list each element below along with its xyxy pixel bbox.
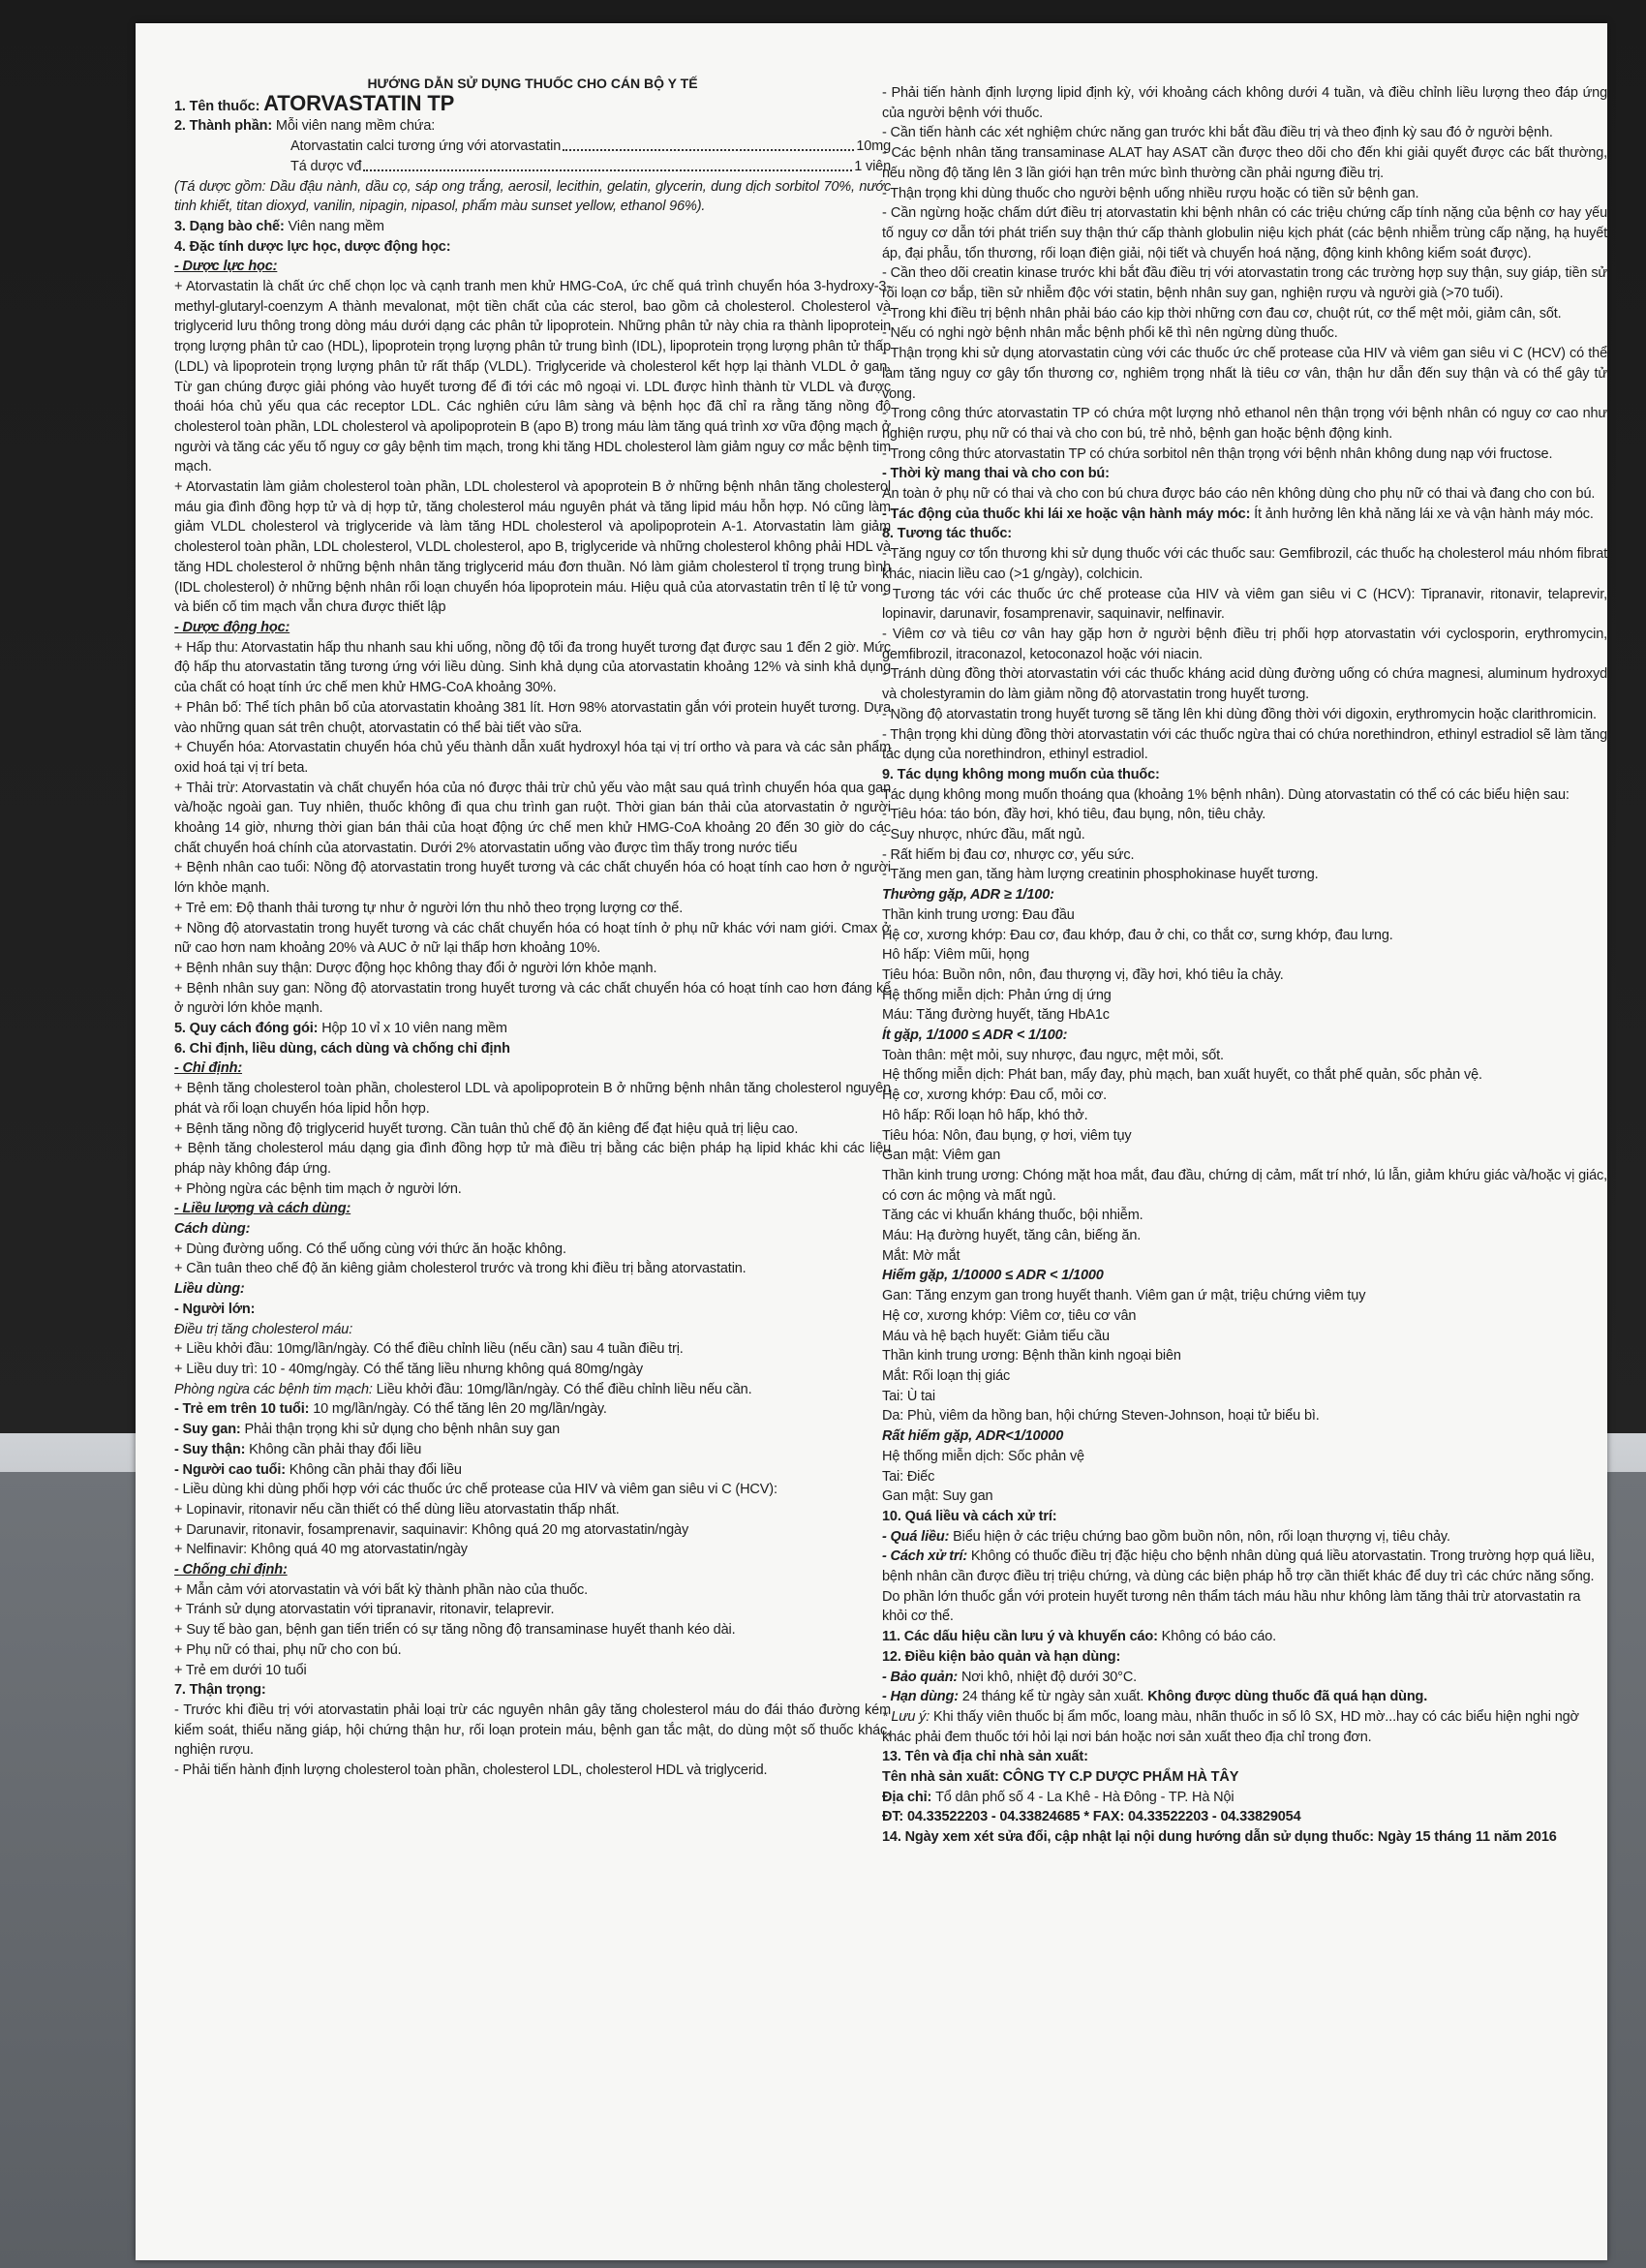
subsection-label: - Cách xử trí: xyxy=(882,1548,971,1565)
left-line: + Trẻ em dưới 10 tuổi xyxy=(174,1662,307,1678)
left-line: + Liều khởi đầu: 10mg/lần/ngày. Có thể điều chỉnh liều (nếu cần) sau 4 tuần điều trị. xyxy=(174,1341,684,1358)
left-column xyxy=(174,74,891,1781)
heading-value: Không cần phải thay đổi liều xyxy=(249,1441,422,1457)
right-line: Mắt: Mờ mắt xyxy=(882,1247,960,1264)
right-line: Ít gặp, 1/1000 ≤ ADR < 1/100: xyxy=(882,1027,1068,1044)
heading-value: Mỗi viên nang mềm chứa: xyxy=(275,118,436,135)
right-line: Tăng các vi khuẩn kháng thuốc, bội nhiễm. xyxy=(882,1208,1143,1224)
right-line: 8. Tương tác thuốc: xyxy=(882,526,1012,542)
right-line: - Rất hiếm bị đau cơ, nhược cơ, yếu sức. xyxy=(882,846,1135,863)
left-line xyxy=(174,217,891,237)
subsection-label: - Quá liều: xyxy=(882,1528,954,1545)
subsection-text: 24 tháng kể từ ngày sản xuất. xyxy=(961,1689,1148,1705)
left-line: + Bệnh tăng cholesterol toàn phần, cholesterol LDL và apolipoprotein B ở những bệnh nhân tăng cholesterol nguyên phát và rối loạn chuyển hóa lipid hỗn hợp. xyxy=(174,1081,891,1117)
right-line: - Trong khi điều trị bệnh nhân phải báo cáo kịp thời những cơn đau cơ, chuột rút, cơ thể mệt mỏi, giảm cân, sốt. xyxy=(882,305,1562,322)
heading-label: - Trẻ em trên 10 tuổi: xyxy=(174,1401,314,1418)
right-line: Tai: Ù tai xyxy=(882,1388,935,1404)
right-line xyxy=(882,505,1607,525)
heading-value: Ít ảnh hưởng lên khả năng lái xe và vận hành máy móc. xyxy=(1254,506,1594,522)
left-line: 7. Thận trọng: xyxy=(174,1682,266,1699)
left-line: + Tránh sử dụng atorvastatin với tipranavir, ritonavir, telaprevir. xyxy=(174,1602,555,1618)
heading-value: Không có báo cáo. xyxy=(1161,1629,1277,1645)
left-line: + Chuyển hóa: Atorvastatin chuyển hóa chủ yếu thành dẫn xuất hydroxyl hóa tại vị trí ortho và para và các sản phẩm oxid hoá tại vị trí beta. xyxy=(174,740,891,776)
heading-value: ATORVASTATIN TP xyxy=(263,90,455,115)
right-line: Tiêu hóa: Buồn nôn, nôn, đau thượng vị, đầy hơi, khó tiêu ỉa chảy. xyxy=(882,966,1284,983)
right-line: - Tăng men gan, tăng hàm lượng creatinin phosphokinase huyết tương. xyxy=(882,867,1319,883)
right-line: Hệ cơ, xương khớp: Đau cổ, mỏi cơ. xyxy=(882,1088,1108,1104)
right-line: Tên nhà sản xuất: CÔNG TY C.P DƯỢC PHẨM HÀ TÂY xyxy=(882,1769,1239,1786)
right-line: - Trong công thức atorvastatin TP có chứa sorbitol nên thận trọng với bệnh nhân không dung nạp với fructose. xyxy=(882,445,1553,462)
document-title: HƯỚNG DẪN SỬ DỤNG THUỐC CHO CÁN BỘ Y TẾ xyxy=(367,76,698,91)
heading-label: - Người cao tuổi: xyxy=(174,1461,290,1478)
right-line: - Nồng độ atorvastatin trong huyết tương sẽ tăng lên khi dùng đồng thời với digoxin, erythromycin hoặc clarithromicin. xyxy=(882,706,1597,722)
dot-leader xyxy=(363,157,852,171)
dot-leader xyxy=(563,137,854,151)
right-line: - Nếu có nghi ngờ bệnh nhân mắc bệnh phổi kẽ thì nên ngừng dùng thuốc. xyxy=(882,325,1338,342)
right-line: Máu và hệ bạch huyết: Giảm tiểu cầu xyxy=(882,1328,1110,1344)
right-line: 12. Điều kiện bảo quản và hạn dùng: xyxy=(882,1648,1121,1665)
left-line: + Hấp thu: Atorvastatin hấp thu nhanh sau khi uống, nồng độ tối đa trong huyết tương đạt được sau 1 đến 2 giờ. Mức độ hấp thu atorvastatin tăng tương ứng với liều dùng. Sinh khả dụng của atorvastatin khoảng 12% và sinh khả dụng của chất có hoạt tính ức chế men khử HMG-CoA khoảng 30%. xyxy=(174,639,891,696)
right-line: Mắt: Rối loạn thị giác xyxy=(882,1368,1011,1384)
right-line: Hệ thống miễn dịch: Sốc phản vệ xyxy=(882,1448,1084,1464)
right-line: Tác dụng không mong muốn thoáng qua (khoảng 1% bệnh nhân). Dùng atorvastatin có thể có các biểu hiện sau: xyxy=(882,786,1570,803)
left-line: + Thải trừ: Atorvastatin và chất chuyển hóa của nó được thải trừ chủ yếu vào mật sau quá trình chuyển hóa qua gan và/hoặc ngoài gan. Tuy nhiên, thuốc không đi qua chu trình gan ruột. Thời gian bán thải của atorvastatin ở người khoảng 14 giờ, nhưng thời gian bán thải của hoạt động ức chế men khử HMG-CoA khoảng 20 đến 30 giờ do các chất chuyển hoá chính của atorvastatin. Dưới 2% atorvastatin uống vào được tìm thấy trong nước tiểu xyxy=(174,780,891,856)
right-line: - Thận trọng khi dùng đồng thời atorvastatin với các thuốc ngừa thai có chứa norethindron, ethinyl estradiol sẽ làm tăng tác dụng của norethindron, ethinyl estradiol. xyxy=(882,726,1607,763)
left-line: Điều trị tăng cholesterol máu: xyxy=(174,1321,353,1337)
left-line: + Bệnh tăng cholesterol máu dạng gia đình đồng hợp tử mà điều trị bằng các biện pháp hạ lipid khác khi các liệu pháp này không đáp ứng. xyxy=(174,1141,891,1177)
document-page xyxy=(136,23,1607,2260)
left-line: + Suy tế bào gan, bệnh gan tiến triển có sự tăng nồng độ transaminase huyết thanh kéo dài. xyxy=(174,1622,736,1639)
left-line: Cách dùng: xyxy=(174,1221,251,1238)
left-line: + Atorvastatin làm giảm cholesterol toàn phần, LDL cholesterol và apoprotein B ở những bệnh nhân tăng cholesterol máu gia đình đồng hợp tử và dị hợp tử, tăng cholesterol máu nguyên phát và tăng lipid máu hỗn hợp. Nó cũng làm giảm VLDL cholesterol và triglyceride và làm tăng HDL cholesterol và apolipoprotein A-1. Atorvastatin làm giảm cholesterol toàn phần, LDL cholesterol, VLDL cholesterol, apo B, triglyceride và những cholesterol không phải HDL và tăng HDL cholesterol ở những bệnh nhân tăng triglycerid máu đơn thuần. Nó làm giảm cholesterol tỉ trọng trung bình (IDL cholesterol) ở những bệnh nhân rối loạn chuyển hóa lipoprotein máu. Hiệu quả của atorvastatin trên tỉ lệ tử vong và biến cố tim mạch vẫn chưa được thiết lập xyxy=(174,479,891,616)
subsection-label: - Hạn dùng: xyxy=(882,1689,962,1705)
left-line: - Dược lực học: xyxy=(174,259,278,275)
right-line: 13. Tên và địa chỉ nhà sản xuất: xyxy=(882,1749,1088,1765)
right-line: Thần kinh trung ương: Chóng mặt hoa mắt, đau đầu, chứng dị cảm, mất trí nhớ, lú lẫn, giảm khứu giác và/hoặc vị giác, có cơn ác mộng và mất ngủ. xyxy=(882,1167,1607,1204)
ingredient-name: Atorvastatin calci tương ứng với atorvastatin xyxy=(290,138,562,155)
left-line: - Liều dùng khi dùng phối hợp với các thuốc ức chế protease của HIV và viêm gan siêu vi C (HCV): xyxy=(174,1482,777,1498)
left-line: + Bệnh nhân suy thận: Dược động học không thay đổi ở người lớn khỏe mạnh. xyxy=(174,960,657,976)
left-line: - Dược động học: xyxy=(174,619,290,635)
right-line: 14. Ngày xem xét sửa đổi, cập nhật lại nội dung hướng dẫn sử dụng thuốc: Ngày 15 tháng 11 năm 2016 xyxy=(882,1829,1557,1846)
left-line: 6. Chỉ định, liều dùng, cách dùng và chống chỉ định xyxy=(174,1040,510,1057)
right-line: - Viêm cơ và tiêu cơ vân hay gặp hơn ở người bệnh điều trị phối hợp atorvastatin với cyclosporin, erythromycin, gemfibrozil, itraconazol, ketoconazol hoặc với niacin. xyxy=(882,626,1607,662)
right-line: - Cần ngừng hoặc chấm dứt điều trị atorvastatin khi bệnh nhân có các triệu chứng cấp tính nặng của bệnh cơ hay yếu tố nguy cơ dẫn tới phát triển suy thận thứ cấp thành globulin niệu kịch phát (các bệnh nhiễm trùng cấp nặng, hạ huyết áp, đại phẫu, tổn thương, rối loạn điện giải, nội tiết và chuyển hoá nặng, động kinh không kiểm soát được). xyxy=(882,205,1607,261)
right-line: - Phải tiến hành định lượng lipid định kỳ, với khoảng cách không dưới 4 tuần, và điều chỉnh liều lượng theo đáp ứng của người bệnh với thuốc. xyxy=(882,85,1607,121)
left-line: + Phụ nữ có thai, phụ nữ cho con bú. xyxy=(174,1641,402,1658)
right-line: - Các bệnh nhân tăng transaminase ALAT hay ASAT cần được theo dõi cho đến khi giải quyết được các bất thường, nếu nồng độ tăng lên 3 lần giới hạn trên mức bình thường cần phải ngưng điều trị. xyxy=(882,145,1607,181)
heading-value: Tổ dân phố số 4 - La Khê - Hà Đông - TP. Hà Nội xyxy=(935,1789,1234,1805)
right-line: Thường gặp, ADR ≥ 1/100: xyxy=(882,887,1054,904)
right-line: Hô hấp: Viêm mũi, họng xyxy=(882,947,1029,964)
heading-label: - Suy thận: xyxy=(174,1441,250,1457)
left-line xyxy=(174,1440,891,1460)
left-line: - Người lớn: xyxy=(174,1301,256,1317)
left-line: + Phân bố: Thể tích phân bố của atorvastatin khoảng 381 lít. Hơn 98% atorvastatin gắn với protein huyết tương. Dựa vào những quan sát trên chuột, atorvastatin có thể bài tiết vào sữa. xyxy=(174,699,891,736)
right-line: - Tương tác với các thuốc ức chế protease của HIV và viêm gan siêu vi C (HCV): Tipranavir, ritonavir, telaprevir, lopinavir, darunavir, fosamprenavir, saquinavir, nelfinavir. xyxy=(882,586,1607,623)
right-line: Gan mật: Viêm gan xyxy=(882,1148,1001,1164)
heading-label: 5. Quy cách đóng gói: xyxy=(174,1021,322,1037)
right-line xyxy=(882,1547,1607,1627)
heading-label: 1. Tên thuốc: xyxy=(174,98,264,114)
right-line: Toàn thân: mệt mỏi, suy nhược, đau ngực, mệt mỏi, sốt. xyxy=(882,1047,1224,1063)
right-line: Hô hấp: Rối loạn hô hấp, khó thở. xyxy=(882,1107,1088,1123)
subsection-label: - Bảo quản: xyxy=(882,1669,961,1685)
left-line: + Atorvastatin là chất ức chế chọn lọc và cạnh tranh men khử HMG-CoA, ức chế quá trình chuyển hóa 3-hydroxy-3-methyl-glutaryl-coenzym A thành mevalonat, một tiền chất của các sterol, bao gồm cả cholesterol. Cholesterol và triglycerid lưu thông trong dòng máu dưới dạng các phân tử lipoprotein. Những phân tử này chia ra thành lipoprotein trọng lượng phân tử cao (HDL), lipoprotein trọng lượng phân tử trung bình (IDL), lipoprotein trọng lượng phân tử thấp (LDL) và lipoprotein trọng lượng phân tử rất thấp (VLDL). Triglyceride và cholesterol kết hợp lại thành VLDL ở gan. Từ gan chúng được giải phóng vào huyết tương để đi tới các mô ngoại vi. LDL được hình thành từ VLDL và được thoái hóa chủ yếu qua các receptor LDL. Các nghiên cứu lâm sàng và bệnh học đã chỉ ra rằng tăng nồng độ cholesterol toàn phần, LDL cholesterol và apolipoprotein B (apo B) trong máu làm tăng quá trình xơ vữa động mạch ở người và tăng các yếu tố nguy cơ gây bệnh tim mạch, trong khi tăng HDL cholesterol làm giảm nguy cơ mắc bệnh tim mạch. xyxy=(174,279,891,475)
left-line: + Trẻ em: Độ thanh thải tương tự như ở người lớn thu nhỏ theo trọng lượng cơ thể. xyxy=(174,900,684,916)
heading-value: Viên nang mềm xyxy=(288,218,384,234)
right-line: - Tăng nguy cơ tổn thương khi sử dụng thuốc với các thuốc sau: Gemfibrozil, các thuốc hạ cholesterol máu nhóm fibrat khác, niacin liều cao (>1 g/ngày), colchicin. xyxy=(882,546,1607,582)
right-line xyxy=(882,1788,1607,1808)
left-line xyxy=(174,90,891,117)
left-line: + Bệnh nhân cao tuổi: Nồng độ atorvastatin trong huyết tương và các chất chuyển hóa có hoạt tính cao hơn ở người lớn khỏe mạnh. xyxy=(174,860,891,897)
right-line: - Thận trọng khi dùng thuốc cho người bệnh uống nhiều rượu hoặc có tiền sử bệnh gan. xyxy=(882,185,1419,201)
heading-value: Không cần phải thay đổi liều xyxy=(289,1461,462,1478)
right-line: - Tiêu hóa: táo bón, đầy hơi, khó tiêu, đau bụng, nôn, tiêu chảy. xyxy=(882,807,1266,823)
ingredient-amount: 10mg xyxy=(856,138,891,155)
right-line: Hệ thống miễn dịch: Phản ứng dị ứng xyxy=(882,987,1112,1003)
subsection-text: Nơi khô, nhiệt độ dưới 30°C. xyxy=(960,1669,1138,1685)
left-line: 4. Đặc tính dược lực học, dược động học: xyxy=(174,238,451,255)
right-line: - Cần theo dõi creatin kinase trước khi bắt đầu điều trị với atorvastatin trong các trường hợp suy thận, suy giáp, tiền sử rối loạn cơ bắp, tiền sử nhiễm độc với statin, bệnh nhân suy gan, nghiện rượu và người già (>70 tuổi). xyxy=(882,265,1607,302)
left-line: + Nelfinavir: Không quá 40 mg atorvastatin/ngày xyxy=(174,1542,468,1558)
right-line: Thần kinh trung ương: Bệnh thần kinh ngoại biên xyxy=(882,1348,1181,1364)
right-line: Hệ cơ, xương khớp: Viêm cơ, tiêu cơ vân xyxy=(882,1307,1137,1324)
subsection-text: Không có thuốc điều trị đặc hiệu cho bệnh nhân dùng quá liều atorvastatin. Trong trường hợp quá liều, bệnh nhân cần được điều trị triệu chứng, và dùng các biện pháp hỗ trợ cần thiết khác để duy trì các chức năng sống. Do phần lớn thuốc gắn với protein huyết tương nên thẩm tách máu hầu như không làm tăng thải trừ atorvastatin ra khỏi cơ thể. xyxy=(882,1548,1595,1625)
right-line: Tai: Điếc xyxy=(882,1468,935,1485)
right-line: - Suy nhược, nhức đầu, mất ngủ. xyxy=(882,827,1085,843)
right-line: - Tránh dùng đồng thời atorvastatin với các thuốc kháng acid dùng đường uống có chứa magnesi, aluminum hydroxyd và cholestyramin do làm giảm nồng độ atorvastatin trong huyết tương. xyxy=(882,666,1607,703)
left-line: + Darunavir, ritonavir, fosamprenavir, saquinavir: Không quá 20 mg atorvastatin/ngày xyxy=(174,1521,689,1538)
left-line: Liều dùng: xyxy=(174,1281,245,1298)
left-line: + Cần tuân theo chế độ ăn kiêng giảm cholesterol trước và trong khi điều trị bằng atorvastatin. xyxy=(174,1261,747,1277)
left-line: (Tá dược gồm: Dầu đậu nành, dầu cọ, sáp ong trắng, aerosil, lecithin, gelatin, glycerin, dung dịch sorbitol 70%, nước tinh khiết, titan dioxyd, vanilin, nipagin, nipasol, phẩm màu sunset yellow, ethanol 96%). xyxy=(174,178,891,215)
right-line: An toàn ở phụ nữ có thai và cho con bú chưa được báo cáo nên không dùng cho phụ nữ có thai và đang cho con bú. xyxy=(882,486,1596,503)
right-line: Thần kinh trung ương: Đau đầu xyxy=(882,906,1075,923)
right-line: Rất hiếm gặp, ADR<1/10000 xyxy=(882,1428,1064,1445)
italic-label: * Lưu ý: xyxy=(882,1708,933,1725)
right-line: - Cần tiến hành các xét nghiệm chức năng gan trước khi bắt đầu điều trị và theo định kỳ sau đó ở người bệnh. xyxy=(882,125,1553,141)
right-line: - Thời kỳ mang thai và cho con bú: xyxy=(882,466,1110,482)
subsection-bold: Không được dùng thuốc đã quá hạn dùng. xyxy=(1147,1689,1428,1705)
left-line xyxy=(174,137,891,157)
heading-label: 11. Các dấu hiệu cần lưu ý và khuyến cáo: xyxy=(882,1629,1162,1645)
heading-label: Địa chỉ: xyxy=(882,1789,936,1805)
left-line: + Mẫn cảm với atorvastatin và với bất kỳ thành phần nào của thuốc. xyxy=(174,1581,589,1598)
right-line: Gan mật: Suy gan xyxy=(882,1488,993,1505)
ingredient-amount: 1 viên xyxy=(854,158,891,174)
left-line: - Trước khi điều trị với atorvastatin phải loại trừ các nguyên nhân gây tăng cholesterol máu do đái tháo đường kém kiểm soát, thiểu năng giáp, hội chứng thận hư, rối loạn protein máu, bệnh gan tắc mật, do dùng một số thuốc khác, nghiện rượu. xyxy=(174,1701,891,1759)
heading-value: Phải thận trọng khi sử dụng cho bệnh nhân suy gan xyxy=(244,1422,561,1438)
left-line: + Dùng đường uống. Có thể uống cùng với thức ăn hoặc không. xyxy=(174,1241,566,1257)
left-line xyxy=(174,157,891,177)
right-line: Tiêu hóa: Nôn, đau bụng, ợ hơi, viêm tụy xyxy=(882,1127,1132,1144)
right-line: - Trong công thức atorvastatin TP có chứa một lượng nhỏ ethanol nên thận trọng với bệnh nhân có nguy cơ cao như nghiện rượu, phụ nữ có thai và cho con bú, trẻ nhỏ, bệnh gan hoặc bệnh động kinh. xyxy=(882,406,1607,442)
subsection-text: Biểu hiện ở các triệu chứng bao gồm buồn nôn, nôn, rối loạn thượng vị, tiêu chảy. xyxy=(953,1528,1450,1545)
right-line: Da: Phù, viêm da hồng ban, hội chứng Steven-Johnson, hoại tử biểu bì. xyxy=(882,1408,1320,1425)
right-line: 10. Quá liều và cách xử trí: xyxy=(882,1508,1057,1524)
left-line xyxy=(174,1380,891,1400)
right-column xyxy=(882,83,1607,1848)
right-line: 9. Tác dụng không mong muốn của thuốc: xyxy=(882,766,1160,782)
right-line xyxy=(882,1707,1607,1747)
left-line: + Bệnh tăng nồng độ triglycerid huyết tương. Cần tuân thủ chế độ ăn kiêng để đạt hiệu quả trị liệu cao. xyxy=(174,1120,799,1137)
right-line xyxy=(882,1627,1607,1647)
heading-value: 10 mg/lần/ngày. Có thể tăng lên 20 mg/lần/ngày. xyxy=(313,1401,607,1418)
right-line: Máu: Tăng đường huyết, tăng HbA1c xyxy=(882,1007,1110,1024)
right-line xyxy=(882,1687,1607,1707)
italic-text: Khi thấy viên thuốc bị ẩm mốc, loang màu, nhãn thuốc in số lô SX, HD mờ...hay có các biểu hiện nghi ngờ khác phải đem thuốc tới hỏi lại nơi bán hoặc nơi sản xuất theo địa chỉ trong đơn. xyxy=(882,1708,1579,1745)
left-line: + Liều duy trì: 10 - 40mg/ngày. Có thể tăng liều nhưng không quá 80mg/ngày xyxy=(174,1362,644,1377)
left-line: - Phải tiến hành định lượng cholesterol toàn phần, cholesterol LDL, cholesterol HDL và triglycerid. xyxy=(174,1762,768,1779)
right-line: - Thận trọng khi sử dụng atorvastatin cùng với các thuốc ức chế protease của HIV và viêm gan siêu vi C (HCV) có thể làm tăng nguy cơ gây tổn thương cơ, nghiêm trọng nhất là tiêu cơ vân, thận hư dẫn đến suy thận và có thể gây tử vong. xyxy=(882,346,1607,402)
left-line xyxy=(174,1399,891,1420)
heading-label: 2. Thành phần: xyxy=(174,118,276,135)
left-line: - Chống chỉ định: xyxy=(174,1562,288,1578)
right-line xyxy=(882,1527,1607,1548)
left-line xyxy=(174,116,891,137)
left-line xyxy=(174,1420,891,1440)
left-line: + Phòng ngừa các bệnh tim mạch ở người lớn. xyxy=(174,1180,462,1197)
right-line: Máu: Hạ đường huyết, tăng cân, biếng ăn. xyxy=(882,1228,1142,1244)
right-line: Hệ thống miễn dịch: Phát ban, mẩy đay, phù mạch, ban xuất huyết, co thắt phế quản, sốc phản vệ. xyxy=(882,1067,1482,1084)
right-line: Hệ cơ, xương khớp: Đau cơ, đau khớp, đau ở chi, co thắt cơ, sưng khớp, đau lưng. xyxy=(882,927,1393,943)
right-line: Hiếm gặp, 1/10000 ≤ ADR < 1/1000 xyxy=(882,1268,1104,1284)
heading-value: Hộp 10 vỉ x 10 viên nang mềm xyxy=(321,1021,507,1037)
left-line: + Nồng độ atorvastatin trong huyết tương và các chất chuyển hóa có hoạt tính ở phụ nữ khác với nam giới. Cmax ở nữ cao hơn nam khoảng 20% và AUC ở nữ lại thấp hơn khoảng 10%. xyxy=(174,920,891,957)
left-line: + Bệnh nhân suy gan: Nồng độ atorvastatin trong huyết tương và các chất chuyển hóa có hoạt tính cao hơn đáng kể ở người lớn khỏe mạnh. xyxy=(174,980,891,1017)
heading-label: - Suy gan: xyxy=(174,1422,245,1438)
right-line: Gan: Tăng enzym gan trong huyết thanh. Viêm gan ứ mật, triệu chứng viêm tụy xyxy=(882,1288,1366,1304)
heading-label: - Tác động của thuốc khi lái xe hoặc vận hành máy móc: xyxy=(882,506,1255,522)
right-line: ĐT: 04.33522203 - 04.33824685 * FAX: 04.33522203 - 04.33829054 xyxy=(882,1809,1301,1825)
left-line: - Liều lượng và cách dùng: xyxy=(174,1201,351,1217)
italic-label: Phòng ngừa các bệnh tim mạch: xyxy=(174,1381,377,1397)
left-line xyxy=(174,1019,891,1039)
left-line: - Chỉ định: xyxy=(174,1060,243,1077)
italic-text: Liều khởi đầu: 10mg/lần/ngày. Có thể điều chỉnh liều nếu cần. xyxy=(376,1381,752,1397)
heading-label: 3. Dạng bào chế: xyxy=(174,218,289,234)
left-line: + Lopinavir, ritonavir nếu cần thiết có thể dùng liều atorvastatin thấp nhất. xyxy=(174,1501,620,1517)
right-line xyxy=(882,1668,1607,1688)
ingredient-name: Tá dược vđ xyxy=(290,158,362,174)
left-line xyxy=(174,1460,891,1481)
